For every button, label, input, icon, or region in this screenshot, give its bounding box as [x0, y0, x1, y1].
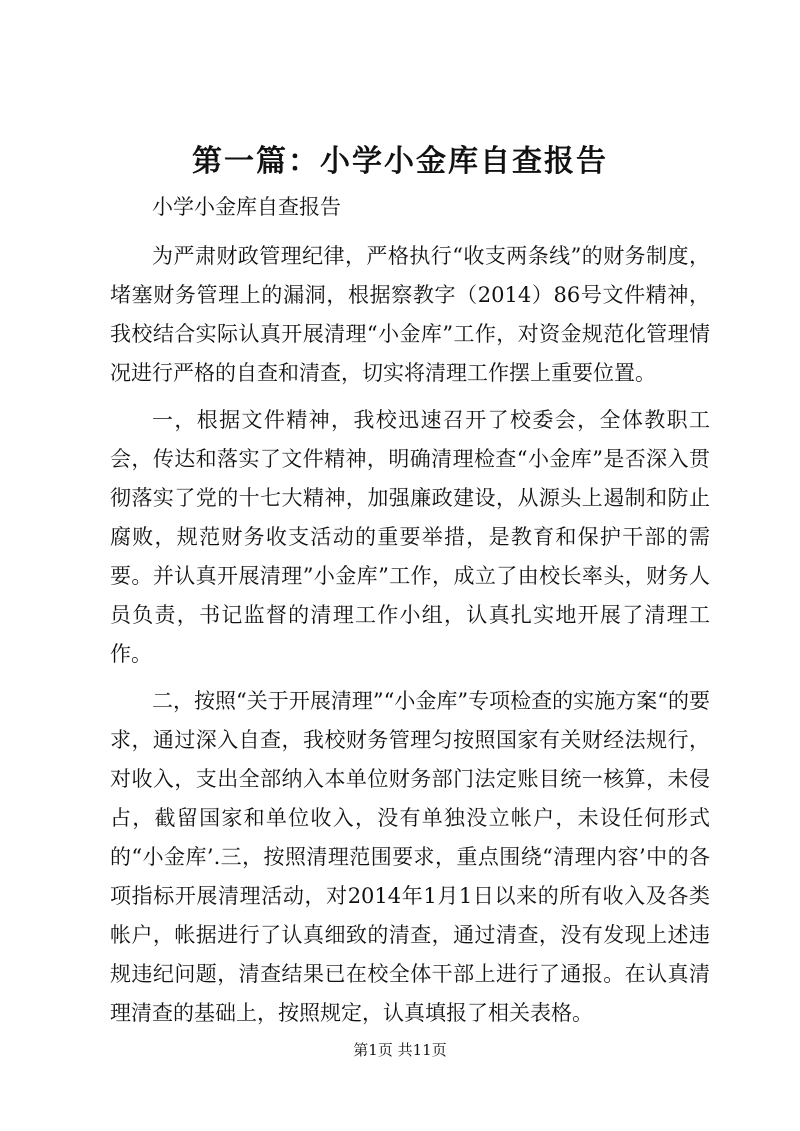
paragraph-section-one: 一，根据文件精神，我校迅速召开了校委会，全体教职工会，传达和落实了文件精神，明确清理检查“小金库”是否深入贯彻落实了党的十七大精神，加强廉政建设，从源头上遏制和防止腐败，规范财务收支活动的重要举措，是教育和保护干部的需要。并认真开展清理”小金库”工作，成立了由校长率头，财务人员负责，书记监督的清理工作小组，认真扎实地开展了清理工作。 [110, 408, 710, 666]
document-subtitle: 小学小金库自查报告 [152, 195, 341, 219]
page-number-footer: 第1页 共11页 [353, 1041, 447, 1059]
document-body [110, 188, 710, 1033]
paragraph-section-two: 二，按照“关于开展清理”“小金库”专项检查的实施方案“的要求，通过深入自查，我校财务管理匀按照国家有关财经法规行，对收入，支出全部纳入本单位财务部门法定账目统一核算，未侵占，截留国家和单位收入，没有单独没立帐户，未设任何形式的“小金库’.三，按照清理范围要求，重点围绕“清理内容’中的各项指标开展清理活动，对2014年1月1日以来的所有收入及各类帐户，帐据进行了认真细致的清查，通过清查，没有发现上述违规违纪问题，清查结果已在校全体干部上进行了通报。在认真清理清查的基础上，按照规定，认真填报了相关表格。 [110, 689, 710, 1025]
paragraph-intro: 为严肃财政管理纪律，严格执行“收支两条线”的财务制度，堵塞财务管理上的漏洞，根据察教字（2014）86号文件精神，我校结合实际认真开展清理“小金库”工作，对资金规范化管理情况进行严格的自查和清查，切实将清理工作摆上重要位置。 [110, 244, 710, 385]
document-title: 第一篇：小学小金库自查报告 [192, 144, 608, 179]
